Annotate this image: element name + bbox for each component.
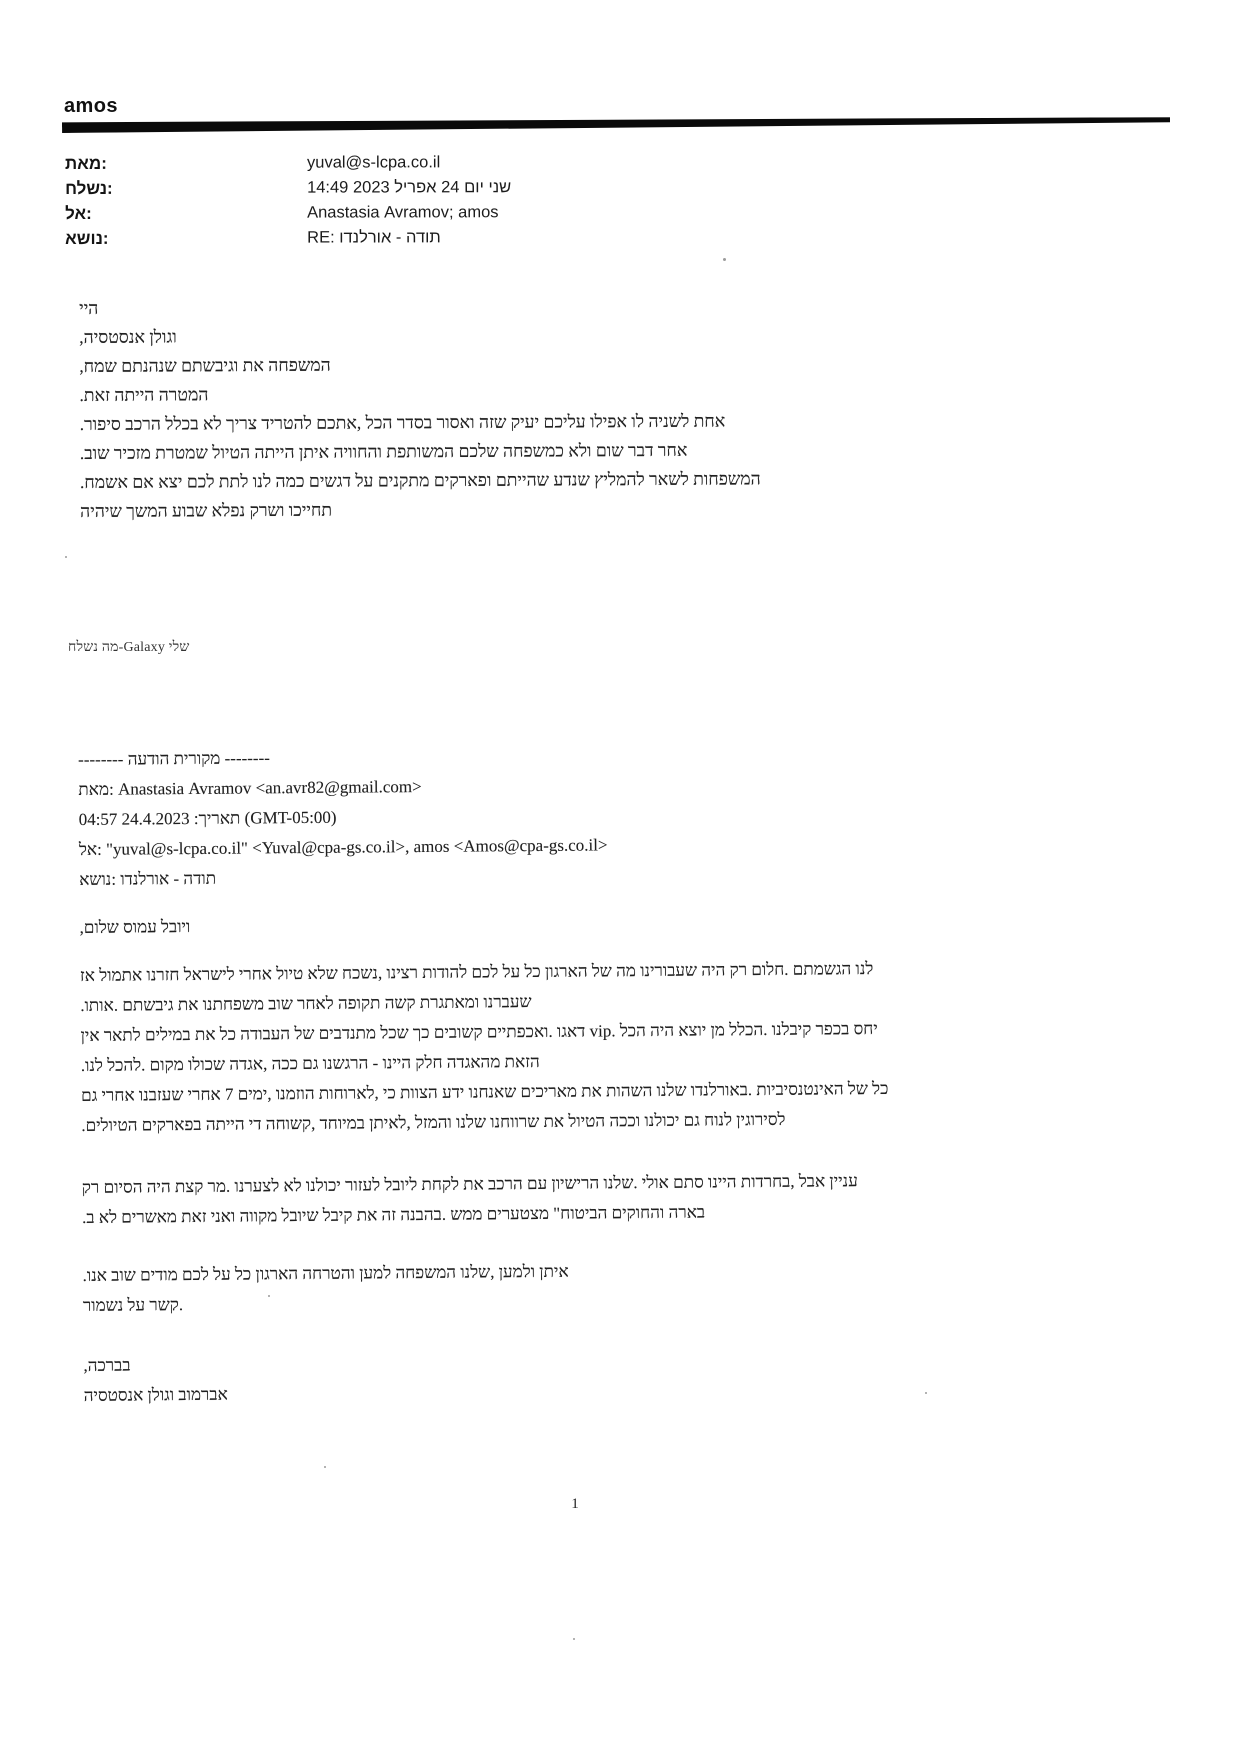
email-body	[79, 288, 1200, 526]
page-number: 1	[571, 1496, 579, 1512]
quoted-line: אז אתמול חזרנו לישראל אחרי טיול שלא נשכח, רצינו להודות לכם על כל הארגון של מה שעבורינו היה רק חלום. הגשמתם לנו	[79, 959, 874, 985]
quoted-header-from: מאת: Anastasia Avramov <an.avr82@gmail.com>	[78, 777, 422, 799]
field-label-from: מאת:	[65, 153, 107, 173]
scan-speck	[65, 556, 67, 558]
body-line: ,שמח שנהנתם וגיבשתם את המשפחה	[79, 354, 331, 376]
field-value-to: Anastasia Avramov; amos	[307, 203, 499, 222]
quoted-paragraph-2	[82, 1163, 1212, 1233]
quoted-paragraph-1	[80, 951, 1212, 1141]
closing-salutation: ,בברכה	[83, 1355, 131, 1375]
quoted-line: .ב לא מאשרים זאת ואני מקווה שיובל קיבל את זה בהבנה. ממש מצטערים "הביטוח והחוקים בארה	[82, 1202, 706, 1227]
quoted-line: .אנו שוב מודים לכם על כל הארגון והטרחה למען המשפחה שלנו, ולמען איתן	[82, 1261, 569, 1285]
body-line: היי	[79, 297, 99, 318]
mobile-signature: נשלח מה-Galaxy שלי	[68, 640, 190, 655]
quoted-paragraph-3	[83, 1251, 1213, 1321]
body-line: .שוב מזכיר שמטרת הטיול הייתה איתן והחוויה המשותפת שלכם כמשפחה ולא שום דבר אחר	[79, 439, 688, 463]
scan-speck	[268, 1295, 270, 1297]
field-value-subject: RE: אורלנדו - תודה	[307, 228, 441, 247]
quoted-line: אין לתאר במילים את כל העבודה של מתנדבים שכל כך קשובים ואכפתיים. דאגו vip. הכל היה יוצא מן הכלל. קיבלנו בכפר יחס	[80, 1019, 878, 1045]
quoted-line: רק הסיום היה קצת מר. לצערנו לא יכולנו לעזור ליובל לקחת את הרכב עם הרישיון שלנו. אולי סתם היינו בחרדות, אבל עניין	[81, 1171, 858, 1197]
quoted-line: .לנו להכל. מקום שכולו אגדה, ככה גם הרגשנו - היינו חלק מהאגדה הזאת	[80, 1051, 540, 1075]
body-line: .זאת הייתה המטרה	[79, 384, 209, 405]
closing-sender-names: אנסטסיה וגולן אברמוב	[83, 1384, 228, 1405]
quoted-line: גם אחרי שעזבנו אחרי 7 ימים, הוזמנו לארוחות, כי הצוות ידע שאנחנו מאריכים את השהות שלנו באורלנדו. האינטנסיביות של כל	[80, 1078, 889, 1105]
field-label-sent: נשלח:	[65, 178, 113, 198]
scan-speck	[324, 1466, 326, 1468]
signature-closing	[83, 1341, 1213, 1411]
quoted-greeting: ,שלום עמוס ויובל	[79, 917, 191, 937]
field-value-from: yuval@s-lcpa.co.il	[307, 153, 441, 172]
email-header-fields	[65, 149, 965, 251]
original-message	[78, 735, 1214, 1411]
field-label-to: אל:	[65, 203, 92, 223]
body-line: .אשמח אם יצא לכם לתת לנו כמה דגשים על מתקנים ופארקים שהייתם שנדע להמליץ לשאר המשפחות	[79, 468, 761, 492]
scan-speck	[925, 1392, 927, 1394]
quoted-header-subject: נושא: אורלנדו - תודה	[79, 868, 217, 889]
scan-speck	[573, 1638, 575, 1640]
quoted-header-to: אל: "yuval@s-lcpa.co.il" <Yuval@cpa-gs.co.il>, amos <Amos@cpa-gs.co.il>	[78, 835, 608, 859]
quoted-header-date: 04:57 24.4.2023 :תאריך (GMT-05:00)	[78, 807, 337, 829]
header-divider-rule	[62, 117, 1170, 133]
original-message-separator: -------- הודעה מקורית --------	[78, 748, 270, 769]
field-value-sent: 14:49 2023 אפריל 24 יום שני	[307, 178, 512, 197]
quoted-line: .אותו. גיבשתם את משפחתנו שוב לאחר תקופה קשה ומאתגרת שעברנו	[80, 992, 532, 1015]
quoted-line: .הטיולים בפארקים הייתה די קשוחה, במיוחד לאיתן, והמזל שלנו שרווחנו את הטיול וככה יכולנו גם לנוח לסירוגין	[81, 1109, 786, 1135]
scan-speck	[723, 258, 726, 261]
page-header-author: amos	[64, 95, 118, 117]
field-label-subject: נושא:	[65, 228, 109, 248]
body-line: .סיפור הרכב בכלל לא צריך להטריד אתכם, הכל בסדר ואסור שזה יעיק עליכם אפילו לו לשניה אחת	[79, 410, 726, 434]
body-line: שיהיה המשך שבוע נפלא ושרק תחייכו	[80, 499, 333, 521]
quoted-line: נשמור על קשר.	[82, 1295, 184, 1315]
body-line: ,אנסטסיה וגולן	[79, 326, 177, 347]
